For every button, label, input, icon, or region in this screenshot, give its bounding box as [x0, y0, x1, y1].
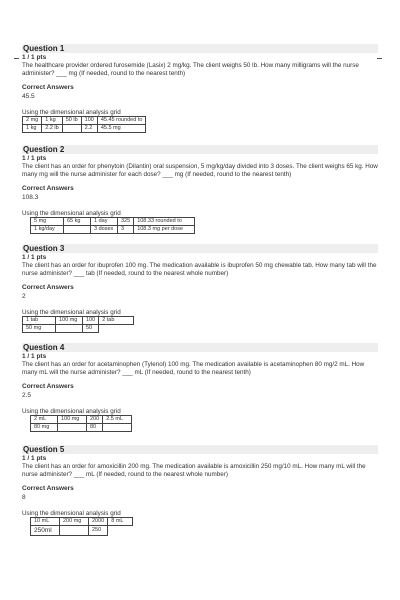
correct-answer-value: 2.5: [22, 392, 32, 399]
grid-row: [31, 526, 133, 536]
grid-cell: 80 mg: [31, 424, 58, 432]
grid-label: Using the dimensional analysis grid: [22, 210, 121, 217]
question-header: [22, 445, 378, 454]
grid-row: [23, 317, 134, 325]
grid-cell: 45.45 rounded to: [97, 117, 146, 125]
grid-row: [23, 117, 146, 125]
grid-cell: 1 day: [91, 218, 118, 226]
question-points: 1 / 1 pts: [22, 353, 47, 360]
question-title: Question 1: [23, 44, 65, 53]
dimensional-analysis-grid: [22, 316, 134, 333]
question-title: Question 4: [23, 343, 65, 352]
question-3: [22, 244, 378, 343]
grid-cell: 2 mL: [31, 416, 58, 424]
grid-cell: 325: [118, 218, 134, 226]
grid-cell: 1 kg: [23, 125, 42, 133]
grid-cell: 2000: [89, 518, 108, 526]
question-prompt: The client has an order for amoxicillin 200 mg. The medication available is amoxicillin 250 mg/10 mL. How many mL will the nurse administer? ___ mL (If needed, round to the nearest whole number): [22, 463, 366, 478]
question-header: [22, 244, 378, 253]
grid-cell: 250ml: [31, 526, 60, 536]
grid-cell: 45.5 mg: [97, 125, 146, 133]
grid-label: Using the dimensional analysis grid: [22, 408, 121, 415]
question-points: 1 / 1 pts: [22, 254, 47, 261]
grid-cell: 2 mg: [23, 117, 42, 125]
grid-cell: 1 kg: [42, 117, 62, 125]
grid-cell: 200: [87, 416, 103, 424]
grid-cell: 3: [118, 226, 134, 234]
grid-cell: 5 mg: [31, 218, 64, 226]
question-4: [22, 343, 378, 445]
correct-answer-value: 45.5: [22, 93, 35, 100]
grid-label: Using the dimensional analysis grid: [22, 109, 121, 116]
grid-cell: [62, 125, 81, 133]
grid-cell: 1 tab: [23, 317, 56, 325]
grid-cell: 50 mg: [23, 325, 56, 333]
grid-cell: 65 kg: [64, 218, 91, 226]
grid-cell: [103, 424, 132, 432]
question-prompt: The client has an order for acetaminophen (Tylenol) 100 mg. The medication available is acetaminophen 80 mg/2 mL. How many mL will the nurse administer? ___ mL (If needed, round to the nearest tenth): [22, 361, 365, 376]
grid-cell: 10 mL: [31, 518, 60, 526]
grid-cell: [64, 226, 91, 234]
page-marker-left: [14, 58, 19, 59]
grid-cell: 2.2 lb: [42, 125, 62, 133]
question-points: 1 / 1 pts: [22, 54, 47, 61]
question-points: 1 / 1 pts: [22, 455, 47, 462]
question-1: [22, 44, 378, 145]
grid-row: [31, 226, 195, 234]
grid-row: [31, 218, 195, 226]
grid-cell: 3 doses: [91, 226, 118, 234]
question-prompt: The healthcare provider ordered furosemide (Lasix) 2 mg/kg. The client weighs 50 lb. How many milligrams will the nurse administer? ___ mg (If needed, round to the nearest tenth): [22, 62, 359, 77]
grid-cell: [60, 526, 89, 536]
correct-answers-label: Correct Answers: [22, 383, 74, 390]
grid-cell: 100 mg: [58, 416, 87, 424]
correct-answer-value: 108.3: [22, 194, 39, 201]
grid-cell: 50: [83, 325, 99, 333]
grid-row: [23, 125, 146, 133]
quiz-results-page: [22, 44, 378, 536]
grid-cell: 80: [87, 424, 103, 432]
question-header: [22, 343, 378, 352]
grid-row: [23, 325, 134, 333]
correct-answers-label: Correct Answers: [22, 84, 74, 91]
question-title: Question 3: [23, 244, 65, 253]
dimensional-analysis-grid: [30, 217, 195, 234]
question-title: Question 5: [23, 445, 65, 454]
grid-cell: 200 mg: [60, 518, 89, 526]
question-points: 1 / 1 pts: [22, 155, 47, 162]
question-5: [22, 445, 378, 536]
grid-cell: 100 mg: [56, 317, 83, 325]
grid-cell: 2.2: [81, 125, 97, 133]
dimensional-analysis-grid: [30, 517, 133, 536]
dimensional-analysis-grid: [30, 415, 132, 432]
question-header: [22, 145, 378, 154]
grid-cell: 250: [89, 526, 108, 536]
grid-cell: 2.5 mL: [103, 416, 132, 424]
question-2: [22, 145, 378, 244]
dimensional-analysis-grid: [22, 116, 146, 133]
grid-cell: 2 tab: [99, 317, 134, 325]
question-header: [22, 44, 378, 53]
question-prompt: The client has an order for ibuprofen 100 mg. The medication available is ibuprofen 50 mg chewable tab. How many tab will the nurse administer? ___ tab (If needed, round to the nearest whole number): [22, 262, 377, 277]
grid-cell: 50 lb: [62, 117, 81, 125]
grid-cell: [56, 325, 83, 333]
grid-cell: 108.33 rounded to: [134, 218, 195, 226]
grid-row: [31, 416, 132, 424]
question-prompt: The client has an order for phenytoin (Dilantin) oral suspension, 5 mg/kg/day divided into 3 doses. The client weighs 65 kg. How many mg will the nurse administer for each dose? ___ mg (If needed, round to the nearest tenth): [22, 163, 378, 178]
grid-cell: 100: [83, 317, 99, 325]
grid-cell: [58, 424, 87, 432]
correct-answers-label: Correct Answers: [22, 185, 74, 192]
grid-cell: [99, 325, 134, 333]
grid-row: [31, 424, 132, 432]
grid-cell: 1 kg/day: [31, 226, 64, 234]
grid-label: Using the dimensional analysis grid: [22, 510, 121, 517]
grid-cell: 100: [81, 117, 97, 125]
grid-cell: 108.3 mg per dose: [134, 226, 195, 234]
grid-cell: 8 mL: [108, 518, 133, 526]
correct-answers-label: Correct Answers: [22, 485, 74, 492]
correct-answer-value: 8: [22, 494, 26, 501]
question-title: Question 2: [23, 145, 65, 154]
grid-row: [31, 518, 133, 526]
correct-answer-value: 2: [22, 293, 26, 300]
grid-cell: [108, 526, 133, 536]
grid-label: Using the dimensional analysis grid: [22, 309, 121, 316]
correct-answers-label: Correct Answers: [22, 284, 74, 291]
